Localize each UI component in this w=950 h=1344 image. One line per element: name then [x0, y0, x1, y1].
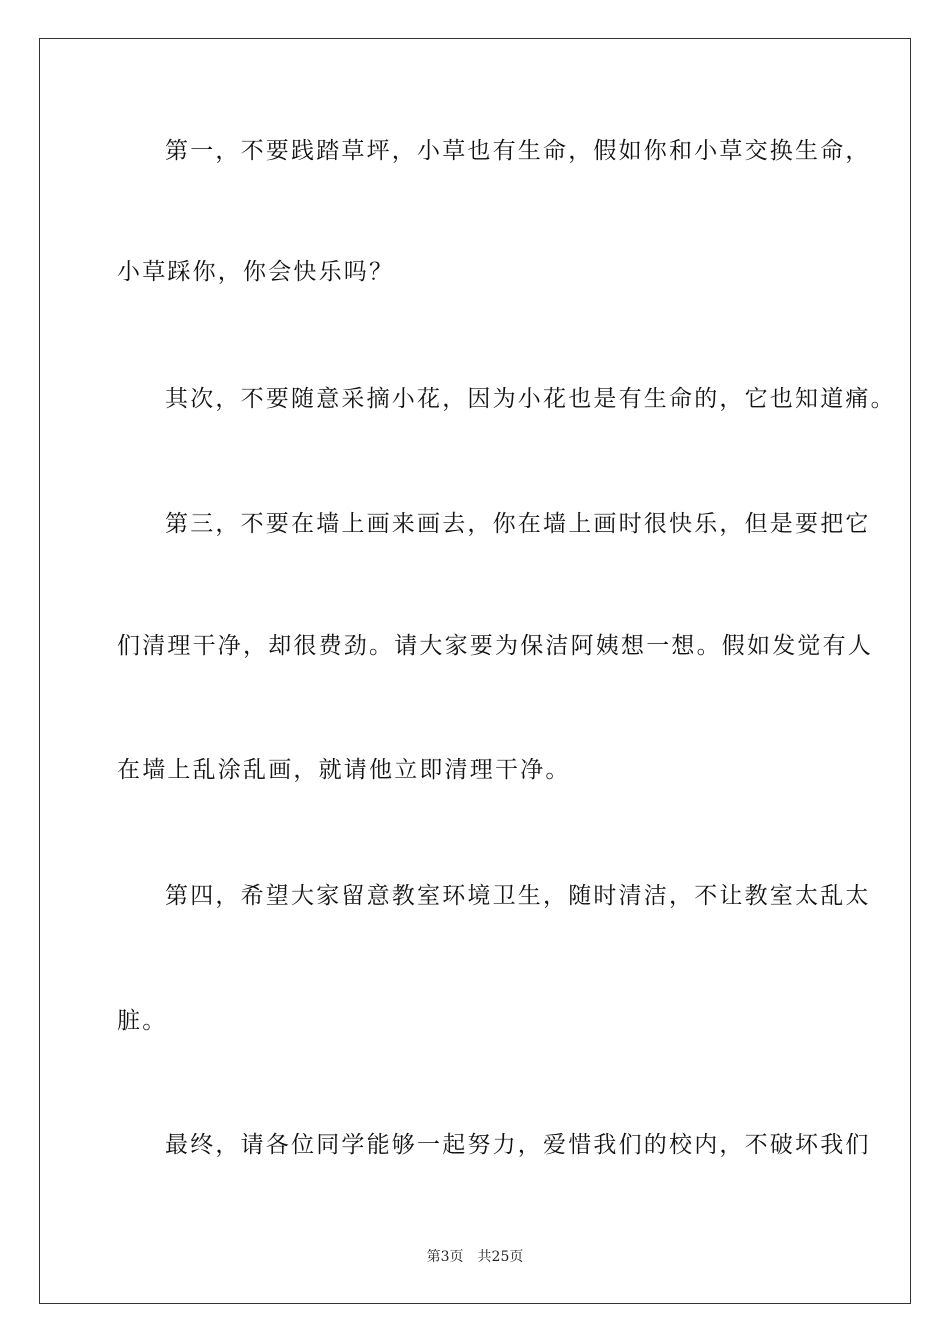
page-footer: [0, 1247, 950, 1267]
paragraph-3-line-1: 第三，不要在墙上画来画去，你在墙上画时很快乐，但是要把它: [165, 511, 871, 537]
paragraph-5-line-1: 最终，请各位同学能够一起努力，爱惜我们的校内，不破坏我们: [165, 1132, 871, 1158]
page-frame: [39, 38, 911, 1304]
paragraph-1-line-1: 第一，不要践踏草坪，小草也有生命，假如你和小草交换生命，: [165, 138, 871, 164]
page-total: 共25页: [477, 1249, 524, 1265]
paragraph-4-line-1: 第四，希望大家留意教室环境卫生，随时清洁，不让教室太乱太: [165, 883, 871, 909]
paragraph-3-line-2: 们清理干净，却很费劲。请大家要为保洁阿姨想一想。假如发觉有人: [117, 633, 873, 659]
paragraph-3-line-3: 在墙上乱涂乱画，就请他立即清理干净。: [117, 757, 571, 783]
paragraph-2-line-1: 其次，不要随意采摘小花，因为小花也是有生命的，它也知道痛。: [165, 386, 896, 412]
page-number: 第3页: [426, 1249, 464, 1265]
paragraph-1-line-2: 小草踩你，你会快乐吗？: [117, 259, 395, 285]
paragraph-4-line-2: 脏。: [117, 1008, 168, 1034]
